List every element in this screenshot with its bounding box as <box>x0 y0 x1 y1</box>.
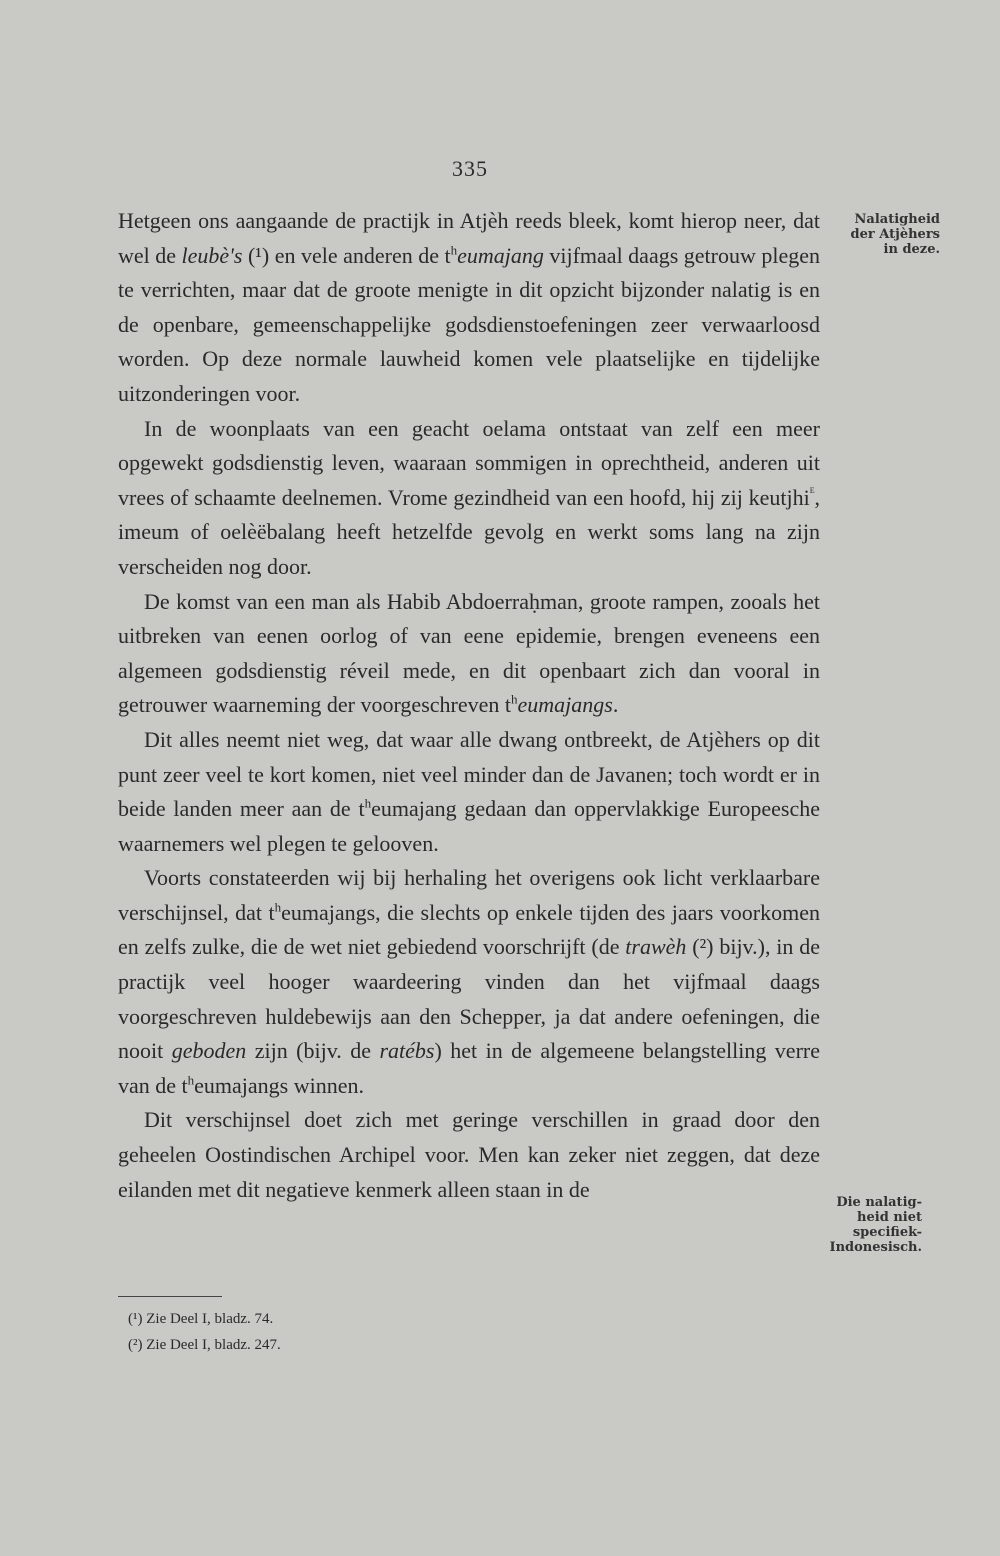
text-run: ) het in de algemeene belangstelling verre van de t <box>118 1038 820 1098</box>
margin-note-line: Nalatigheid <box>854 212 940 227</box>
page-number: 335 <box>452 156 488 181</box>
margin-note-line: Indonesisch. <box>829 1240 922 1255</box>
margin-note-indonesisch <box>812 1195 922 1255</box>
paragraph-4 <box>118 723 820 861</box>
main-text <box>118 204 820 1207</box>
text-run: (²) bijv.), in de practijk veel hooger waardeering vinden dan het vijfmaal daags voorgeschreven huldebewijs aan den Schepper, ja dat andere oefeningen, die nooit <box>118 934 820 1064</box>
margin-note-line: specifiek- <box>852 1225 922 1240</box>
footnote-1: (¹) Zie Deel I, bladz. 74. <box>128 1311 274 1327</box>
margin-note-line: in deze. <box>883 242 940 257</box>
text-run: eumajangs winnen. <box>194 1072 365 1098</box>
text-run: Hetgeen ons aangaande de practijk in Atjèh reeds bleek, komt hierop neer, dat wel de <box>118 208 820 268</box>
margin-note-line: heid niet <box>857 1210 922 1225</box>
text-run: Dit alles neemt niet weg, dat waar alle dwang ontbreekt, de Atjèhers op dit punt zeer veel te kort komen, niet veel minder dan de Javanen; toch wordt er in beide landen meer aan de t <box>118 726 820 822</box>
paragraph-1 <box>118 204 820 412</box>
margin-note-line: der Atjèhers <box>850 227 940 242</box>
text-run: eumajangs, die slechts op enkele tijden des jaars voorkomen en zelfs zulke, die de wet niet gebiedend voorschrijft (de <box>118 899 820 960</box>
text-run: , imeum of oelèëbalang heeft hetzelfde gevolg en werkt soms lang na zijn verscheiden nog door. <box>118 484 820 579</box>
margin-note-line: Die nalatig- <box>836 1195 922 1210</box>
footnote-divider <box>118 1296 222 1297</box>
paragraph-2 <box>118 412 820 585</box>
margin-note-nalatigheid <box>822 212 940 257</box>
text-run: zijn (bijv. de <box>246 1038 380 1064</box>
text-run: In de woonplaats van een geacht oelama ontstaat van zelf een meer opgewekt godsdienstig leven, waaraan sommigen in oprechtheid, anderen uit vrees of schaamte deelnemen. Vrome gezindheid van een hoofd, hij zij keutjhi <box>118 415 820 510</box>
italic-term: trawèh <box>625 934 687 960</box>
text-run: eumajang gedaan dan oppervlakkige Europeesche waarnemers wel plegen te gelooven. <box>118 796 820 856</box>
text-run: Voorts constateerden wij bij herhaling het overigens ook licht verklaarbare verschijnsel, dat t <box>118 865 820 925</box>
text-run: De komst van een man als Habib Abdoerraḥman, groote rampen, zooals het uitbreken van eenen oorlog of van eene epidemie, brengen eveneens een algemeen godsdienstig réveil mede, en dit openbaart zich dan vooral in getrouwer waarneming der voorgeschreven t <box>118 588 820 718</box>
superscript: h <box>511 691 518 707</box>
text-run: . <box>612 692 619 718</box>
italic-term: geboden <box>171 1038 247 1064</box>
text-run: Dit verschijnsel doet zich met geringe verschillen in graad door den geheelen Oostindischen Archipel voor. Men kan zeker niet zeggen, dat deze eilanden met dit negatieve kenmerk alleen staan in de <box>118 1107 820 1202</box>
italic-term: ratébs <box>379 1038 435 1064</box>
superscript: h <box>274 899 282 915</box>
paragraph-5 <box>118 861 820 1103</box>
text-run: (¹) en vele anderen de t <box>242 242 451 268</box>
footnote-2: (²) Zie Deel I, bladz. 247. <box>128 1337 281 1353</box>
italic-term: leubè's <box>181 242 243 268</box>
italic-term: eumajang <box>457 242 544 268</box>
superscript: h <box>450 242 458 258</box>
paragraph-3 <box>118 585 820 723</box>
footnotes <box>128 1306 628 1358</box>
superscript: h <box>187 1072 195 1088</box>
paragraph-6 <box>118 1103 820 1207</box>
superscript: h <box>364 795 372 811</box>
italic-term: eumajangs <box>517 692 613 718</box>
text-run: vijfmaal daags getrouw plegen te verrichten, maar dat de groote menigte in dit opzicht bijzonder nalatig is en de openbare, gemeenschappelijke godsdienstoefeningen zeer verwaarloosd worden. Op deze normale lauwheid komen vele plaatselijke en tijdelijke uitzonderingen voor. <box>118 242 821 406</box>
superscript: ᴱ <box>809 484 815 500</box>
